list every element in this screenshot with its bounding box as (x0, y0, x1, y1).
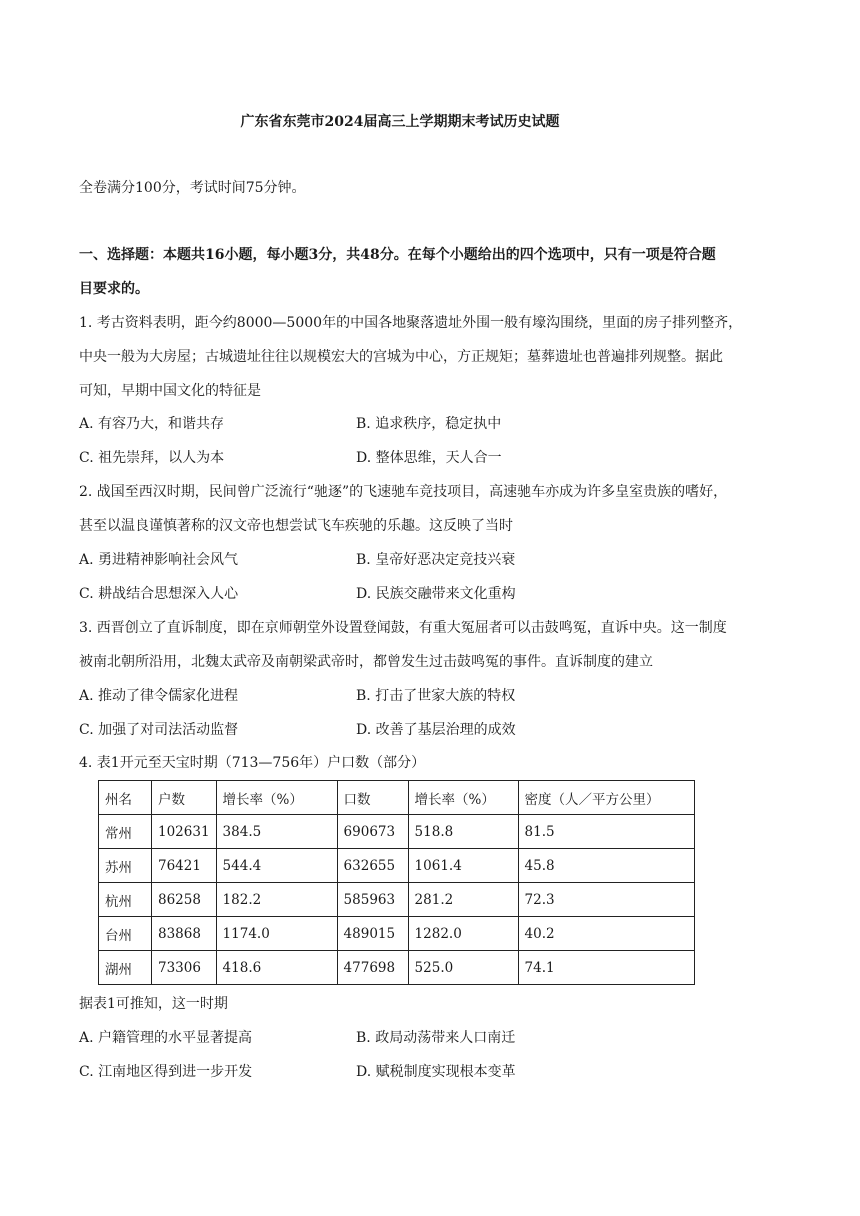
table-cell: 台州 (99, 917, 152, 951)
table-cell: 1061.4 (408, 849, 518, 883)
table-cell: 杭州 (99, 883, 152, 917)
table-cell: 489015 (337, 917, 408, 951)
table-cell: 525.0 (408, 951, 518, 985)
table-cell: 40.2 (518, 917, 694, 951)
table-header-cell: 口数 (337, 781, 408, 815)
table-cell: 76421 (152, 849, 217, 883)
table-header-cell: 户数 (152, 781, 217, 815)
q1-stem-line-2: 中央一般为大房屋；古城遗址往往以规模宏大的宫城为中心，方正规矩；墓葬遗址也普遍排列规整。据此 (79, 349, 723, 365)
q2-stem-line-2: 甚至以温良谨慎著称的汉文帝也想尝试飞车疾驰的乐趣。这反映了当时 (79, 518, 513, 534)
table-row (99, 815, 695, 849)
table-cell: 73306 (152, 951, 217, 985)
q3-option-d[interactable]: D. 改善了基层治理的成效 (356, 722, 516, 738)
table-cell: 477698 (337, 951, 408, 985)
table-cell: 384.5 (216, 815, 337, 849)
table-cell: 45.8 (518, 849, 694, 883)
table-cell: 182.2 (216, 883, 337, 917)
table-header-cell: 密度（人／平方公里） (518, 781, 694, 815)
household-table (98, 780, 695, 985)
table-header-cell: 州名 (99, 781, 152, 815)
q2-option-b[interactable]: B. 皇帝好恶决定竞技兴衰 (356, 552, 516, 568)
table-header-row (99, 781, 695, 815)
q1-stem-line-3: 可知，早期中国文化的特征是 (79, 383, 261, 399)
table-cell: 281.2 (408, 883, 518, 917)
q4-option-a[interactable]: A. 户籍管理的水平显著提高 (79, 1030, 253, 1046)
table-header-cell: 增长率（%） (216, 781, 337, 815)
table-cell: 1282.0 (408, 917, 518, 951)
exam-title: 广东省东莞市2024届高三上学期期末考试历史试题 (240, 114, 560, 130)
exam-intro: 全卷满分100分，考试时间75分钟。 (79, 180, 306, 196)
q1-option-d[interactable]: D. 整体思维，天人合一 (356, 450, 502, 466)
table-cell: 518.8 (408, 815, 518, 849)
q2-option-c[interactable]: C. 耕战结合思想深入人心 (79, 586, 239, 602)
table-row (99, 917, 695, 951)
q1-option-a[interactable]: A. 有容乃大，和谐共存 (79, 416, 225, 432)
table-cell: 544.4 (216, 849, 337, 883)
table-cell: 86258 (152, 883, 217, 917)
table-row (99, 883, 695, 917)
q2-option-d[interactable]: D. 民族交融带来文化重构 (356, 586, 516, 602)
table-cell: 1174.0 (216, 917, 337, 951)
table-row (99, 951, 695, 985)
table-cell: 585963 (337, 883, 408, 917)
table-cell: 81.5 (518, 815, 694, 849)
q4-table-caption: 4. 表1开元至天宝时期（713—756年）户口数（部分） (79, 755, 426, 771)
q1-stem-line-1: 1. 考古资料表明，距今约8000—5000年的中国各地聚落遗址外围一般有壕沟围绕，里面的房子排列整齐， (79, 315, 743, 331)
table-cell: 苏州 (99, 849, 152, 883)
q4-option-b[interactable]: B. 政局动荡带来人口南迁 (356, 1030, 516, 1046)
q3-option-b[interactable]: B. 打击了世家大族的特权 (356, 688, 516, 704)
q1-option-b[interactable]: B. 追求秩序，稳定执中 (356, 416, 502, 432)
table-cell: 418.6 (216, 951, 337, 985)
q3-stem-line-1: 3. 西晋创立了直诉制度，即在京师朝堂外设置登闻鼓，有重大冤屈者可以击鼓鸣冤，直诉中央。这一制度 (79, 620, 727, 636)
section-heading-line-1: 一、选择题：本题共16小题，每小题3分，共48分。在每个小题给出的四个选项中，只有一项是符合题 (79, 247, 716, 263)
q3-option-a[interactable]: A. 推动了律令儒家化进程 (79, 688, 239, 704)
q4-option-d[interactable]: D. 赋税制度实现根本变革 (356, 1064, 516, 1080)
q4-option-c[interactable]: C. 江南地区得到进一步开发 (79, 1064, 253, 1080)
table-header-cell: 增长率（%） (408, 781, 518, 815)
q3-option-c[interactable]: C. 加强了对司法活动监督 (79, 722, 239, 738)
table-cell: 72.3 (518, 883, 694, 917)
section-heading-line-2: 目要求的。 (79, 281, 149, 297)
q2-option-a[interactable]: A. 勇进精神影响社会风气 (79, 552, 239, 568)
table-cell: 690673 (337, 815, 408, 849)
table-cell: 74.1 (518, 951, 694, 985)
q3-stem-line-2: 被南北朝所沿用，北魏太武帝及南朝梁武帝时，都曾发生过击鼓鸣冤的事件。直诉制度的建立 (79, 654, 653, 670)
q1-option-c[interactable]: C. 祖先崇拜，以人为本 (79, 450, 225, 466)
q2-stem-line-1: 2. 战国至西汉时期，民间曾广泛流行“驰逐”的飞速驰车竞技项目，高速驰车亦成为许多皇室贵族的嗜好， (79, 484, 728, 500)
table-row (99, 849, 695, 883)
table-cell: 常州 (99, 815, 152, 849)
table-cell: 湖州 (99, 951, 152, 985)
table-cell: 632655 (337, 849, 408, 883)
table-cell: 83868 (152, 917, 217, 951)
q4-stem: 据表1可推知，这一时期 (79, 996, 228, 1012)
table-cell: 102631 (152, 815, 217, 849)
